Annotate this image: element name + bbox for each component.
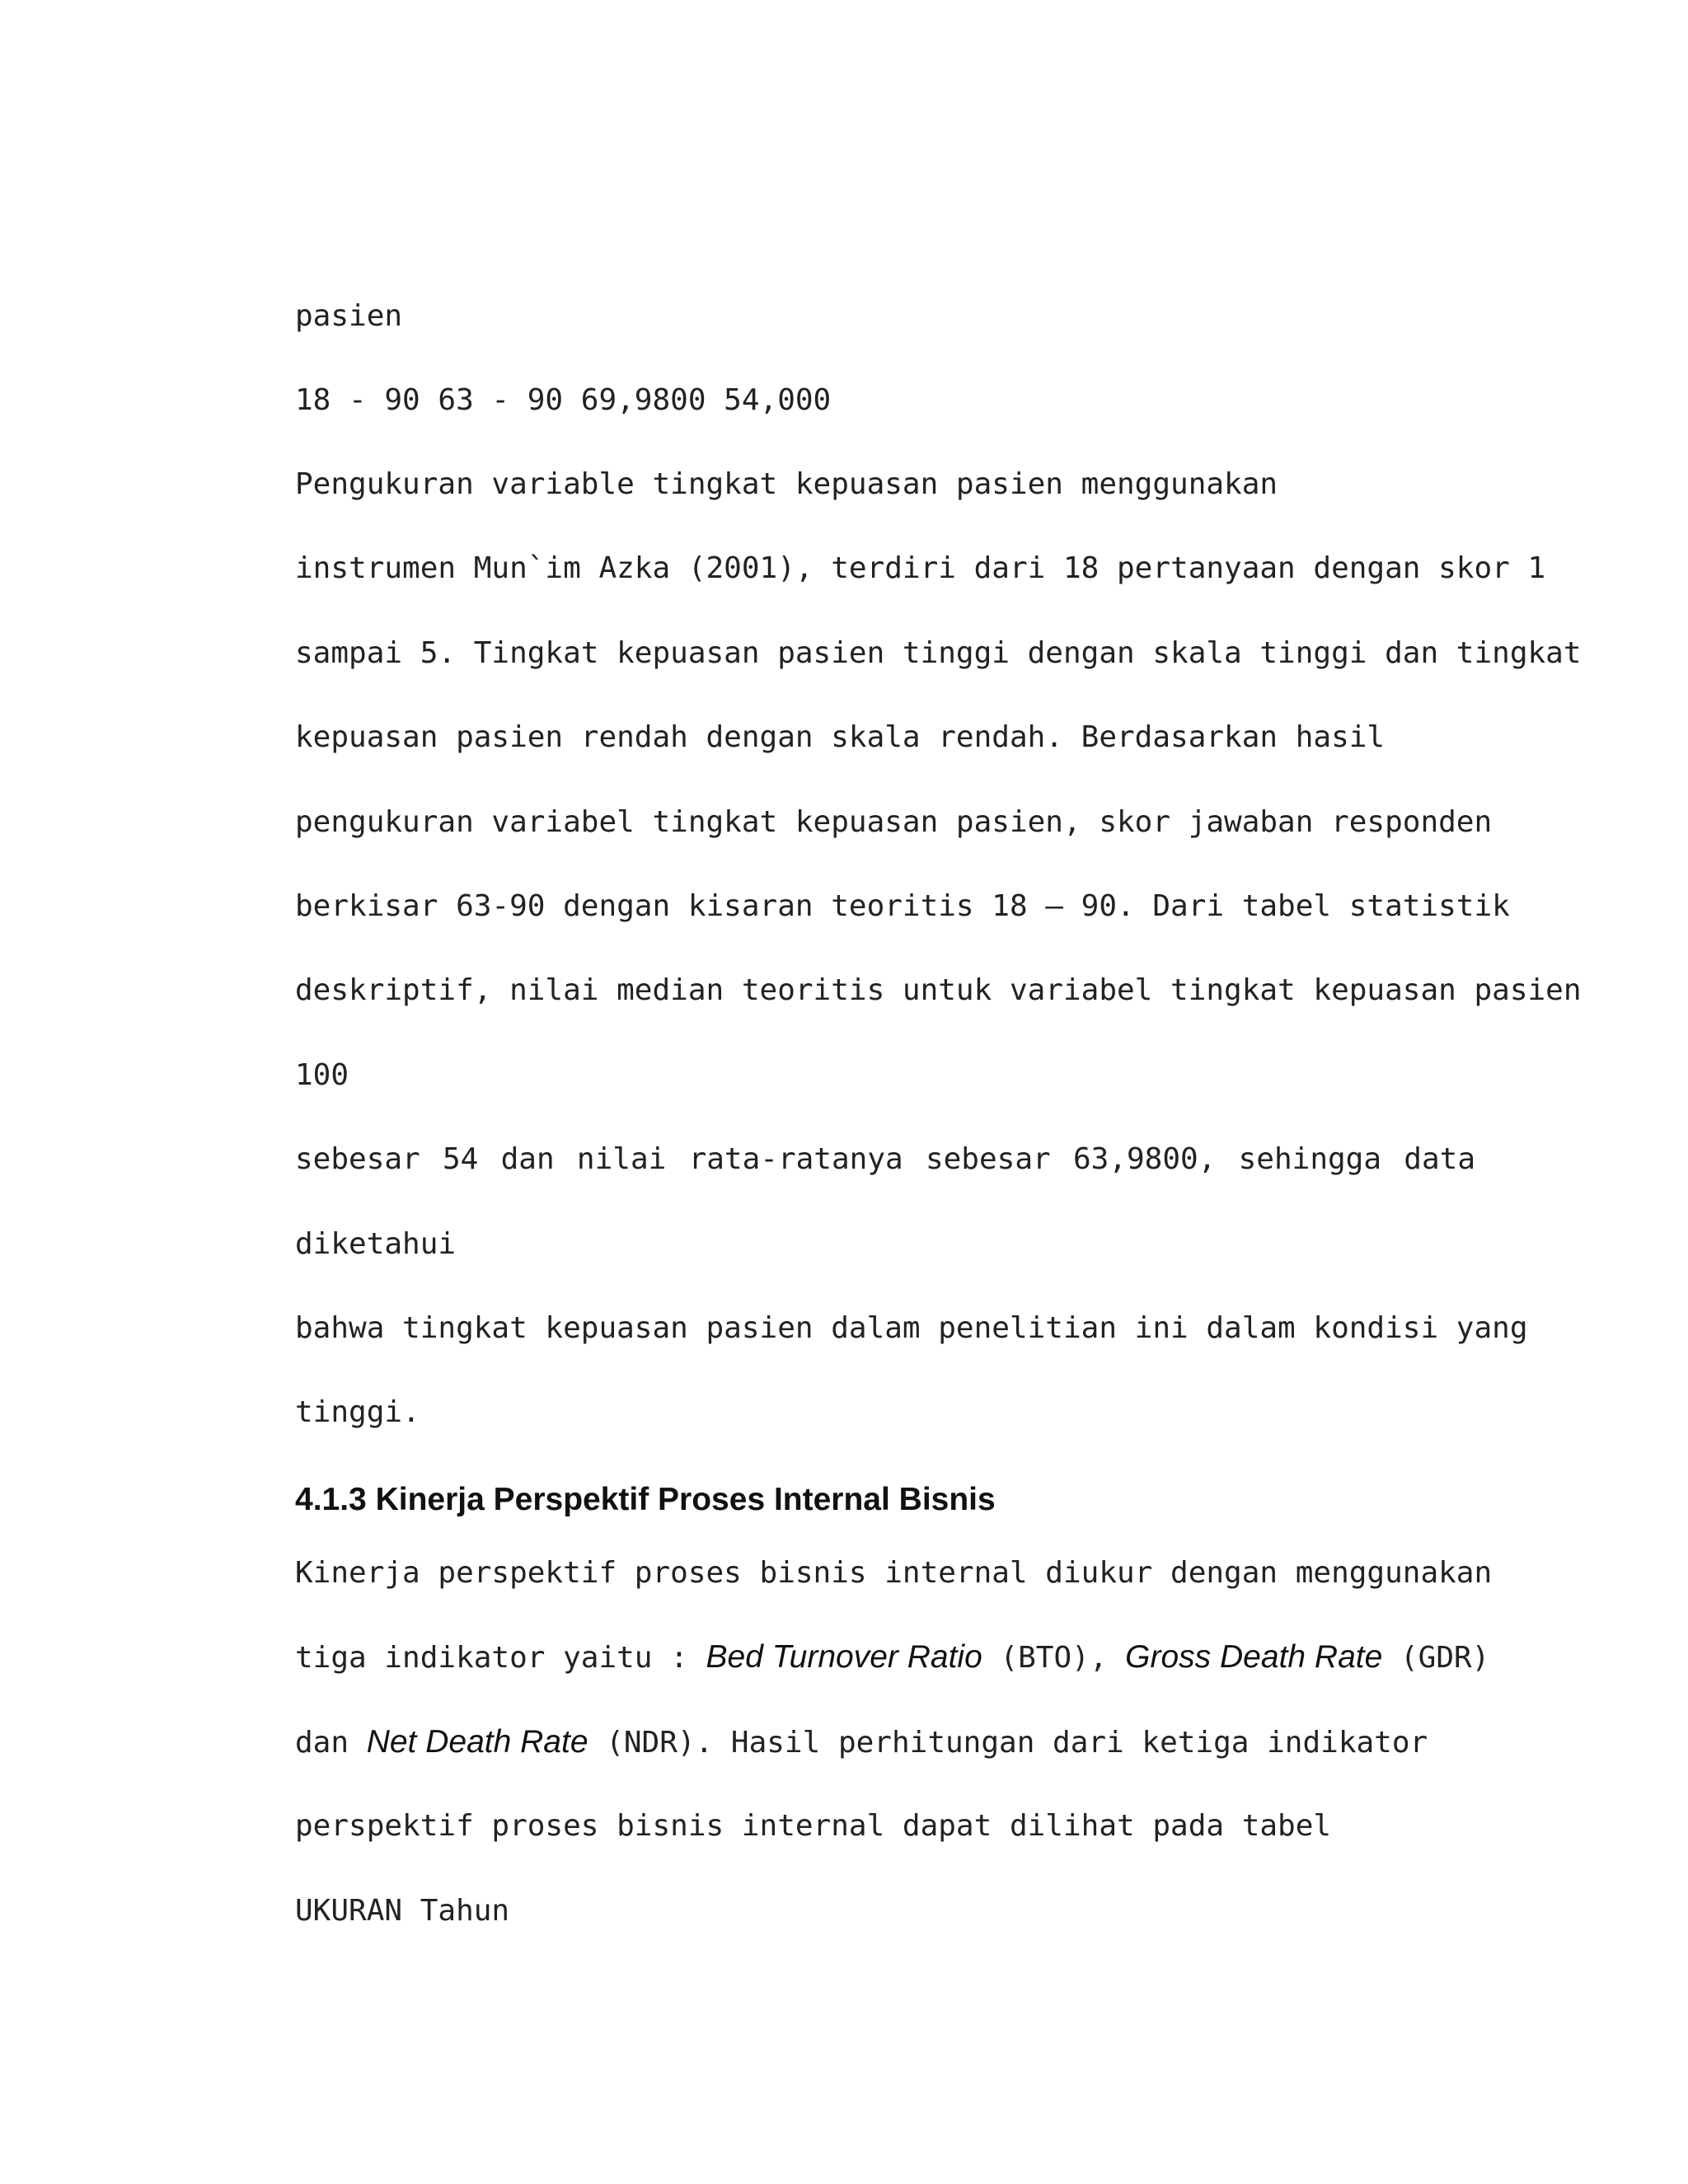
text-line: 18 - 90 63 - 90 69,9800 54,000 <box>295 383 832 417</box>
line-text: (NDR). Hasil perhitungan dari ketiga indikator <box>588 1726 1428 1760</box>
text-line: pengukuran variabel tingkat kepuasan pasien, skor jawaban responden <box>295 805 1493 839</box>
text-line: tinggi. <box>295 1395 420 1429</box>
line-text: dan <box>295 1726 367 1760</box>
term-bto: Bed Turnover Ratio <box>706 1639 982 1675</box>
term-gdr: Gross Death Rate <box>1125 1639 1383 1675</box>
line-text: (BTO), <box>982 1641 1126 1675</box>
section-heading: 4.1.3 Kinerja Perspektif Proses Internal Bisnis <box>295 1482 996 1517</box>
text-line: 100 <box>295 1058 349 1092</box>
text-line: sampai 5. Tingkat kepuasan pasien tinggi dengan skala tinggi dan tingkat <box>295 636 1582 670</box>
text-line: instrumen Mun`im Azka (2001), terdiri dari 18 pertanyaan dengan skor 1 <box>295 551 1546 585</box>
text-line: berkisar 63-90 dengan kisaran teoritis 18 – 90. Dari tabel statistik <box>295 889 1510 923</box>
text-line: pasien <box>295 299 403 333</box>
text-line-with-terms <box>295 1724 1428 1761</box>
text-line: bahwa tingkat kepuasan pasien dalam penelitian ini dalam kondisi yang <box>295 1311 1528 1345</box>
text-line: diketahui <box>295 1227 457 1261</box>
text-line: Kinerja perspektif proses bisnis internal diukur dengan menggunakan <box>295 1556 1493 1590</box>
line-text: tiga indikator yaitu : <box>295 1641 706 1675</box>
text-line: Pengukuran variable tingkat kepuasan pasien menggunakan <box>295 467 1278 501</box>
line-text: (GDR) <box>1382 1641 1490 1675</box>
text-line: kepuasan pasien rendah dengan skala rendah. Berdasarkan hasil <box>295 720 1386 754</box>
text-line-with-terms <box>295 1639 1489 1676</box>
text-line: deskriptif, nilai median teoritis untuk variabel tingkat kepuasan pasien <box>295 973 1582 1007</box>
text-line: sebesar 54 dan nilai rata-ratanya sebesar 63,9800, sehingga data <box>295 1142 1475 1176</box>
term-ndr: Net Death Rate <box>366 1724 588 1760</box>
text-line: perspektif proses bisnis internal dapat dilihat pada tabel <box>295 1809 1332 1843</box>
text-line: UKURAN Tahun <box>295 1894 510 1928</box>
